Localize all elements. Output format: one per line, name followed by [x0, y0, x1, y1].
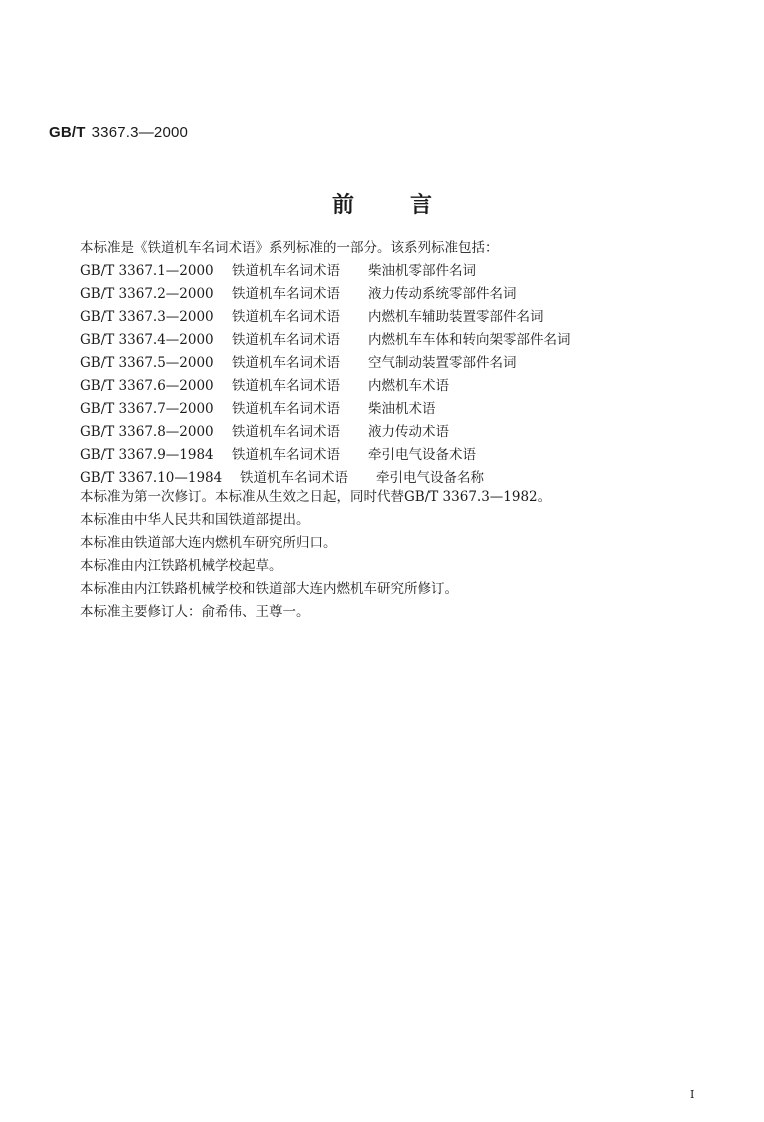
standard-number: 3367.3—2000 — [91, 124, 189, 141]
standard-row — [80, 283, 571, 306]
standard-row-name: 液力传动系统零部件名词 — [368, 286, 517, 302]
standard-row — [80, 398, 571, 421]
body-paragraph: 本标准由中华人民共和国铁道部提出。 — [80, 512, 310, 528]
standard-row-series: 铁道机车名词术语 — [232, 286, 340, 302]
standard-row-code: GB/T 3367.8—2000 — [80, 424, 214, 440]
standard-row-name: 空气制动装置零部件名词 — [368, 355, 517, 371]
standard-row — [80, 329, 571, 352]
standard-row-code: GB/T 3367.10—1984 — [80, 470, 223, 486]
standard-row-code: GB/T 3367.7—2000 — [80, 401, 214, 417]
standard-row-code: GB/T 3367.9—1984 — [80, 447, 214, 463]
standard-row-name: 内燃机车术语 — [368, 378, 449, 394]
standard-row-code: GB/T 3367.1—2000 — [80, 263, 214, 279]
standard-row — [80, 260, 571, 283]
body-paragraph: 本标准由内江铁路机械学校和铁道部大连内燃机车研究所修订。 — [80, 581, 458, 597]
standard-row-series: 铁道机车名词术语 — [232, 447, 340, 463]
standard-row-series: 铁道机车名词术语 — [232, 309, 340, 325]
body-paragraph: 本标准主要修订人：俞希伟、王尊一。 — [80, 604, 310, 620]
page-title: 前言 — [331, 193, 488, 218]
body-paragraph: 本标准由内江铁路机械学校起草。 — [80, 558, 283, 574]
standard-row-code: GB/T 3367.4—2000 — [80, 332, 214, 348]
standard-row — [80, 444, 571, 467]
standard-row-name: 牵引电气设备名称 — [376, 470, 484, 486]
standard-row — [80, 375, 571, 398]
standard-row-code: GB/T 3367.2—2000 — [80, 286, 214, 302]
standard-row-code: GB/T 3367.5—2000 — [80, 355, 214, 371]
standard-row — [80, 352, 571, 375]
standard-prefix: GB/T — [49, 124, 86, 141]
standard-row — [80, 306, 571, 329]
standard-row-name: 柴油机术语 — [368, 401, 436, 417]
standards-list — [80, 260, 571, 490]
page-number: I — [690, 1088, 695, 1101]
standard-row-name: 柴油机零部件名词 — [368, 263, 476, 279]
standard-row-series: 铁道机车名词术语 — [232, 424, 340, 440]
body-paragraphs — [80, 486, 551, 624]
standard-row-series: 铁道机车名词术语 — [240, 470, 348, 486]
standard-row-series: 铁道机车名词术语 — [232, 263, 340, 279]
standard-row-code: GB/T 3367.3—2000 — [80, 309, 214, 325]
standard-row-series: 铁道机车名词术语 — [232, 378, 340, 394]
intro-paragraph: 本标准是《铁道机车名词术语》系列标准的一部分。该系列标准包括： — [80, 240, 499, 256]
body-paragraph: 本标准由铁道部大连内燃机车研究所归口。 — [80, 535, 337, 551]
body-paragraph: 本标准为第一次修订。本标准从生效之日起，同时代替GB/T 3367.3—1982。 — [80, 489, 552, 505]
standard-code — [49, 124, 188, 141]
standard-row — [80, 421, 571, 444]
standard-row-name: 牵引电气设备术语 — [368, 447, 476, 463]
standard-row-name: 液力传动术语 — [368, 424, 449, 440]
standard-row-name: 内燃机车辅助装置零部件名词 — [368, 309, 544, 325]
standard-row-series: 铁道机车名词术语 — [232, 332, 340, 348]
standard-row-name: 内燃机车车体和转向架零部件名词 — [368, 332, 571, 348]
standard-row-code: GB/T 3367.6—2000 — [80, 378, 214, 394]
standard-row-series: 铁道机车名词术语 — [232, 355, 340, 371]
standard-row-series: 铁道机车名词术语 — [232, 401, 340, 417]
